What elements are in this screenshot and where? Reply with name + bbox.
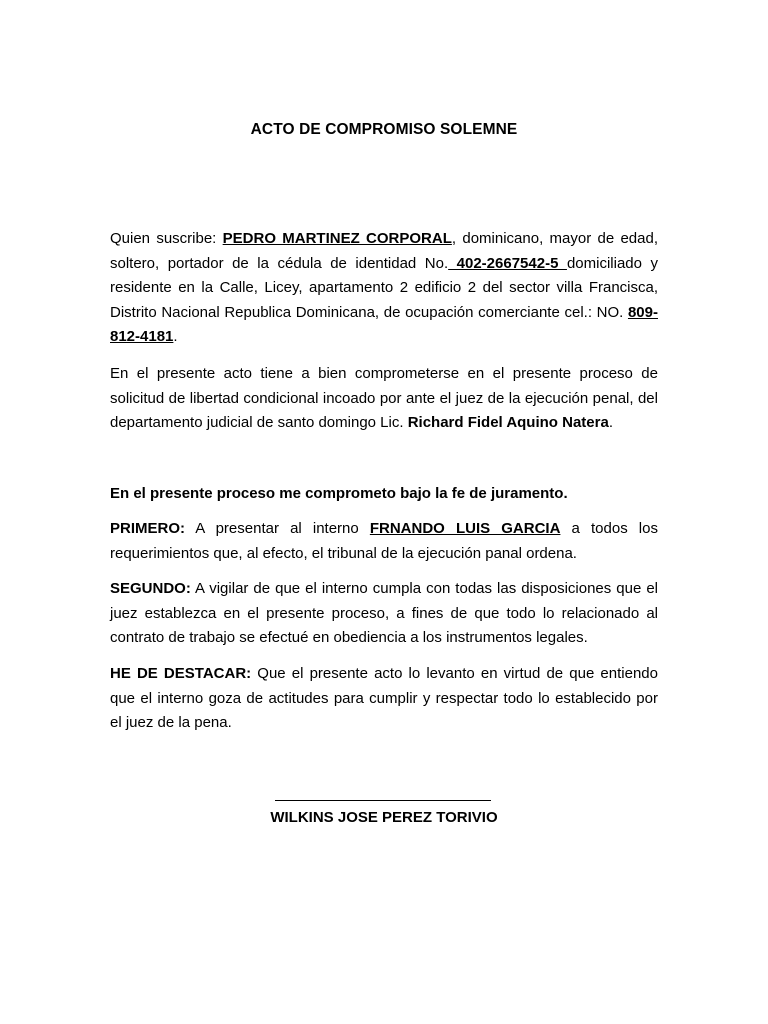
declarant-text-2: domiciliado y residente en la Calle, Licey, apartamento 2 edificio 2 del sector villa Francisca, Distrito Nacional Republica Dominicana, de ocupación comerciante cel.: NO.	[110, 254, 658, 321]
segundo-text: A vigilar de que el interno cumpla con todas las disposiciones que el juez establezca en el presente proceso, a fines de que todo lo relacionado al contrato de trabajo se efectué en obediencia a los instrumentos legales.	[110, 580, 658, 646]
declarant-end: .	[173, 328, 178, 345]
segundo-label: SEGUNDO:	[110, 580, 191, 597]
declarant-id-number: 402-2667542-5	[448, 254, 567, 272]
destacar-label: HE DE DESTACAR:	[110, 665, 252, 682]
declarant-text-1: , dominicano, mayor de edad, soltero, portador de la cédula de identidad No.	[110, 230, 658, 272]
primero-text-2: a todos los requerimientos que, al efecto, el tribunal de la ejecución panal ordena.	[110, 520, 658, 562]
inmate-name: FRNANDO LUIS GARCIA	[369, 520, 561, 537]
lawyer-name: Richard Fidel Aquino Natera	[407, 414, 609, 431]
document-title: ACTO DE COMPROMISO SOLEMNE	[250, 121, 518, 138]
paragraph-destacar	[110, 662, 658, 736]
paragraph-declarant	[110, 227, 658, 350]
destacar-text: Que el presente acto lo levanto en virtud de que entiendo que el interno goza de actitudes para cumplir y respectar todo lo establecido por el juez de la pena.	[110, 665, 658, 731]
paragraph-commitment	[110, 362, 658, 436]
primero-text-1: A presentar al interno	[185, 520, 370, 537]
signature-line	[275, 800, 491, 801]
commitment-text: En el presente acto tiene a bien comprometerse en el presente proceso de solicitud de libertad condicional incoado por ante el juez de la ejecución penal, del departamento judicial de santo domingo Lic.	[110, 365, 658, 431]
declarant-lead: Quien suscribe:	[110, 230, 223, 247]
declarant-phone: 809-812-4181	[110, 303, 658, 345]
signature-name: WILKINS JOSE PEREZ TORIVIO	[270, 809, 498, 826]
primero-label: PRIMERO:	[110, 520, 185, 537]
declarant-name: PEDRO MARTINEZ CORPORAL	[222, 230, 452, 247]
paragraph-oath: En el presente proceso me comprometo bajo la fe de juramento.	[110, 485, 568, 502]
commitment-end: .	[608, 414, 613, 431]
paragraph-segundo	[110, 577, 658, 651]
paragraph-primero	[110, 517, 658, 566]
